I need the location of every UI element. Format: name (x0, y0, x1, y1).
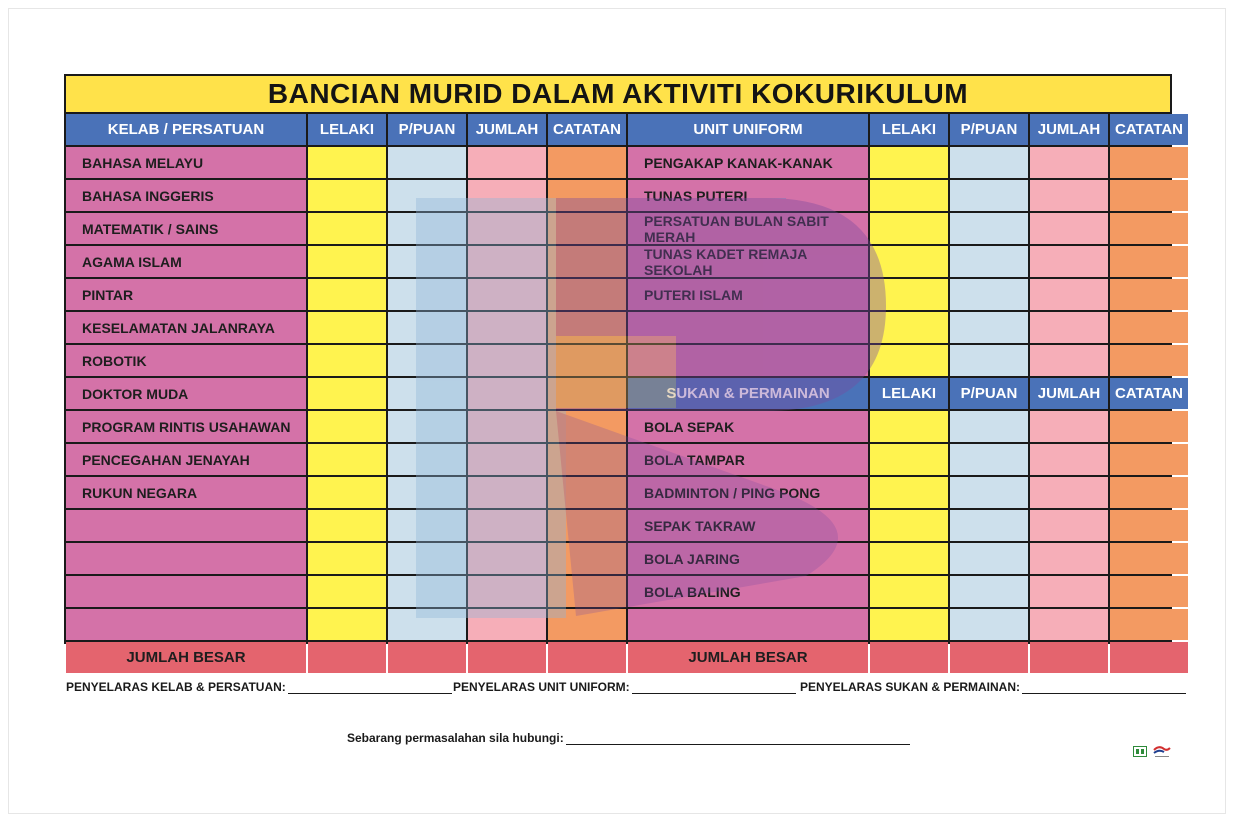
sukan-lelaki-cell[interactable] (870, 543, 948, 574)
sukan-ppuan-cell[interactable] (950, 477, 1028, 508)
sukan-lelaki-cell[interactable] (870, 510, 948, 541)
kelab-jumlah-cell[interactable] (468, 213, 546, 244)
uniform-catatan-cell[interactable] (1110, 345, 1188, 376)
kelab-lelaki-cell[interactable] (308, 477, 386, 508)
sukan-col-ppuan: P/PUAN (950, 378, 1028, 409)
grand-total-cell-left[interactable] (548, 642, 626, 673)
kelab-ppuan-cell[interactable] (388, 345, 466, 376)
uniform-item: TUNAS KADET REMAJA SEKOLAH (628, 246, 868, 277)
uniform-jumlah-cell[interactable] (1030, 147, 1108, 178)
kelab-col-jumlah: JUMLAH (468, 114, 546, 145)
kelab-lelaki-cell[interactable] (308, 279, 386, 310)
uniform-coordinator-line (453, 680, 796, 694)
kelab-item (66, 510, 306, 541)
uniform-header: UNIT UNIFORM (628, 114, 868, 145)
grand-total-cell-left[interactable] (468, 642, 546, 673)
uniform-ppuan-cell[interactable] (950, 147, 1028, 178)
kelab-item: BAHASA MELAYU (66, 147, 306, 178)
kelab-ppuan-cell[interactable] (388, 444, 466, 475)
sukan-item (628, 609, 868, 640)
kelab-jumlah-cell[interactable] (468, 312, 546, 343)
uniform-item: PUTERI ISLAM (628, 279, 868, 310)
sukan-jumlah-cell[interactable] (1030, 411, 1108, 442)
kelab-catatan-cell[interactable] (548, 180, 626, 211)
uniform-catatan-cell[interactable] (1110, 180, 1188, 211)
contact-field[interactable] (566, 732, 910, 745)
kelab-item: AGAMA ISLAM (66, 246, 306, 277)
kelab-lelaki-cell[interactable] (308, 246, 386, 277)
sukan-header: SUKAN & PERMAINAN (628, 378, 868, 409)
uniform-jumlah-cell[interactable] (1030, 345, 1108, 376)
board-title: BANCIAN MURID DALAM AKTIVITI KOKURIKULUM (66, 76, 1170, 114)
kelab-lelaki-cell[interactable] (308, 312, 386, 343)
kelab-catatan-cell[interactable] (548, 609, 626, 640)
flag-logo-icon (1153, 744, 1171, 758)
sukan-catatan-cell[interactable] (1110, 510, 1188, 541)
sukan-jumlah-cell[interactable] (1030, 576, 1108, 607)
kelab-jumlah-cell[interactable] (468, 246, 546, 277)
kelab-lelaki-cell[interactable] (308, 543, 386, 574)
sukan-lelaki-cell[interactable] (870, 444, 948, 475)
uniform-lelaki-cell[interactable] (870, 279, 948, 310)
kelab-jumlah-cell[interactable] (468, 444, 546, 475)
kelab-lelaki-cell[interactable] (308, 213, 386, 244)
kelab-ppuan-cell[interactable] (388, 543, 466, 574)
uniform-catatan-cell[interactable] (1110, 279, 1188, 310)
uniform-catatan-cell[interactable] (1110, 312, 1188, 343)
sukan-catatan-cell[interactable] (1110, 411, 1188, 442)
uniform-ppuan-cell[interactable] (950, 180, 1028, 211)
sukan-jumlah-cell[interactable] (1030, 444, 1108, 475)
uniform-lelaki-cell[interactable] (870, 213, 948, 244)
kelab-lelaki-cell[interactable] (308, 411, 386, 442)
kelab-ppuan-cell[interactable] (388, 147, 466, 178)
sukan-jumlah-cell[interactable] (1030, 609, 1108, 640)
grand-total-cell-left[interactable] (388, 642, 466, 673)
kelab-ppuan-cell[interactable] (388, 213, 466, 244)
sukan-ppuan-cell[interactable] (950, 543, 1028, 574)
kelab-lelaki-cell[interactable] (308, 510, 386, 541)
grand-total-cell-left[interactable] (308, 642, 386, 673)
grand-total-cell-right[interactable] (1110, 642, 1188, 673)
uniform-catatan-cell[interactable] (1110, 147, 1188, 178)
sukan-ppuan-cell[interactable] (950, 444, 1028, 475)
sukan-col-catatan: CATATAN (1110, 378, 1188, 409)
kelab-lelaki-cell[interactable] (308, 378, 386, 409)
kelab-jumlah-cell[interactable] (468, 147, 546, 178)
census-board (64, 74, 1184, 666)
uniform-ppuan-cell[interactable] (950, 345, 1028, 376)
uniform-lelaki-cell[interactable] (870, 180, 948, 211)
kelab-ppuan-cell[interactable] (388, 279, 466, 310)
sukan-item: BOLA JARING (628, 543, 868, 574)
contact-line (347, 731, 910, 745)
kelab-catatan-cell[interactable] (548, 378, 626, 409)
grand-total-label-left: JUMLAH BESAR (66, 642, 306, 673)
kelab-col-ppuan: P/PUAN (388, 114, 466, 145)
uniform-catatan-cell[interactable] (1110, 246, 1188, 277)
uniform-jumlah-cell[interactable] (1030, 279, 1108, 310)
sukan-lelaki-cell[interactable] (870, 477, 948, 508)
uniform-item (628, 312, 868, 343)
sukan-jumlah-cell[interactable] (1030, 543, 1108, 574)
uniform-item: PENGAKAP KANAK-KANAK (628, 147, 868, 178)
sukan-item: BOLA TAMPAR (628, 444, 868, 475)
kelab-ppuan-cell[interactable] (388, 246, 466, 277)
uniform-ppuan-cell[interactable] (950, 213, 1028, 244)
kelab-jumlah-cell[interactable] (468, 576, 546, 607)
kelab-catatan-cell[interactable] (548, 510, 626, 541)
kelab-item: ROBOTIK (66, 345, 306, 376)
sukan-catatan-cell[interactable] (1110, 609, 1188, 640)
kelab-ppuan-cell[interactable] (388, 609, 466, 640)
kelab-catatan-cell[interactable] (548, 543, 626, 574)
kelab-catatan-cell[interactable] (548, 246, 626, 277)
kelab-header: KELAB / PERSATUAN (66, 114, 306, 145)
sukan-coordinator-line (800, 680, 1186, 694)
kelab-catatan-cell[interactable] (548, 279, 626, 310)
sukan-jumlah-cell[interactable] (1030, 477, 1108, 508)
kelab-jumlah-cell[interactable] (468, 378, 546, 409)
kelab-lelaki-cell[interactable] (308, 345, 386, 376)
uniform-coordinator-field[interactable] (632, 681, 796, 694)
kelab-catatan-cell[interactable] (548, 213, 626, 244)
kelab-jumlah-cell[interactable] (468, 477, 546, 508)
kelab-catatan-cell[interactable] (548, 312, 626, 343)
kelab-ppuan-cell[interactable] (388, 378, 466, 409)
kelab-item: BAHASA INGGERIS (66, 180, 306, 211)
kelab-item (66, 609, 306, 640)
uniform-lelaki-cell[interactable] (870, 312, 948, 343)
sukan-col-lelaki: LELAKI (870, 378, 948, 409)
publisher-logo-icon (1133, 746, 1147, 757)
kelab-catatan-cell[interactable] (548, 477, 626, 508)
kelab-catatan-cell[interactable] (548, 345, 626, 376)
kelab-ppuan-cell[interactable] (388, 576, 466, 607)
sukan-lelaki-cell[interactable] (870, 576, 948, 607)
sukan-ppuan-cell[interactable] (950, 510, 1028, 541)
kelab-item: PENCEGAHAN JENAYAH (66, 444, 306, 475)
kelab-item: PROGRAM RINTIS USAHAWAN (66, 411, 306, 442)
kelab-item: PINTAR (66, 279, 306, 310)
uniform-col-jumlah: JUMLAH (1030, 114, 1108, 145)
uniform-jumlah-cell[interactable] (1030, 312, 1108, 343)
kelab-ppuan-cell[interactable] (388, 477, 466, 508)
sukan-item: BOLA SEPAK (628, 411, 868, 442)
kelab-item: KESELAMATAN JALANRAYA (66, 312, 306, 343)
kelab-item (66, 543, 306, 574)
kelab-catatan-cell[interactable] (548, 411, 626, 442)
kelab-jumlah-cell[interactable] (468, 180, 546, 211)
kelab-item: MATEMATIK / SAINS (66, 213, 306, 244)
grand-total-cell-right[interactable] (950, 642, 1028, 673)
uniform-catatan-cell[interactable] (1110, 213, 1188, 244)
kelab-ppuan-cell[interactable] (388, 411, 466, 442)
kelab-col-lelaki: LELAKI (308, 114, 386, 145)
sukan-jumlah-cell[interactable] (1030, 510, 1108, 541)
uniform-jumlah-cell[interactable] (1030, 213, 1108, 244)
kelab-lelaki-cell[interactable] (308, 180, 386, 211)
kelab-catatan-cell[interactable] (548, 576, 626, 607)
kelab-ppuan-cell[interactable] (388, 510, 466, 541)
kelab-catatan-cell[interactable] (548, 147, 626, 178)
uniform-lelaki-cell[interactable] (870, 246, 948, 277)
uniform-lelaki-cell[interactable] (870, 345, 948, 376)
kelab-item: RUKUN NEGARA (66, 477, 306, 508)
kelab-item (66, 576, 306, 607)
uniform-ppuan-cell[interactable] (950, 246, 1028, 277)
kelab-lelaki-cell[interactable] (308, 147, 386, 178)
uniform-ppuan-cell[interactable] (950, 312, 1028, 343)
publisher-logos (1133, 744, 1171, 758)
sukan-catatan-cell[interactable] (1110, 543, 1188, 574)
kelab-lelaki-cell[interactable] (308, 444, 386, 475)
kelab-item: DOKTOR MUDA (66, 378, 306, 409)
sukan-col-jumlah: JUMLAH (1030, 378, 1108, 409)
uniform-col-ppuan: P/PUAN (950, 114, 1028, 145)
kelab-jumlah-cell[interactable] (468, 543, 546, 574)
kelab-jumlah-cell[interactable] (468, 279, 546, 310)
kelab-jumlah-cell[interactable] (468, 510, 546, 541)
uniform-coordinator-label: PENYELARAS UNIT UNIFORM: (453, 680, 630, 694)
kelab-jumlah-cell[interactable] (468, 411, 546, 442)
sukan-lelaki-cell[interactable] (870, 411, 948, 442)
kelab-ppuan-cell[interactable] (388, 312, 466, 343)
sukan-ppuan-cell[interactable] (950, 576, 1028, 607)
uniform-item: PERSATUAN BULAN SABIT MERAH (628, 213, 868, 244)
kelab-lelaki-cell[interactable] (308, 576, 386, 607)
uniform-col-catatan: CATATAN (1110, 114, 1188, 145)
sukan-item: BADMINTON / PING PONG (628, 477, 868, 508)
grand-total-label-right: JUMLAH BESAR (628, 642, 868, 673)
uniform-item: TUNAS PUTERI (628, 180, 868, 211)
sukan-coordinator-label: PENYELARAS SUKAN & PERMAINAN: (800, 680, 1021, 694)
sukan-coordinator-field[interactable] (1022, 681, 1186, 694)
sukan-catatan-cell[interactable] (1110, 576, 1188, 607)
kelab-coordinator-line (66, 680, 452, 694)
uniform-ppuan-cell[interactable] (950, 279, 1028, 310)
uniform-item (628, 345, 868, 376)
uniform-col-lelaki: LELAKI (870, 114, 948, 145)
kelab-ppuan-cell[interactable] (388, 180, 466, 211)
kelab-jumlah-cell[interactable] (468, 609, 546, 640)
kelab-lelaki-cell[interactable] (308, 609, 386, 640)
sukan-item: SEPAK TAKRAW (628, 510, 868, 541)
sukan-catatan-cell[interactable] (1110, 477, 1188, 508)
census-grid (66, 114, 1184, 666)
sukan-ppuan-cell[interactable] (950, 411, 1028, 442)
uniform-jumlah-cell[interactable] (1030, 246, 1108, 277)
sukan-lelaki-cell[interactable] (870, 609, 948, 640)
kelab-catatan-cell[interactable] (548, 444, 626, 475)
kelab-coordinator-label: PENYELARAS KELAB & PERSATUAN: (66, 680, 286, 694)
kelab-col-catatan: CATATAN (548, 114, 626, 145)
contact-label: Sebarang permasalahan sila hubungi: (347, 731, 564, 745)
kelab-coordinator-field[interactable] (288, 681, 452, 694)
uniform-jumlah-cell[interactable] (1030, 180, 1108, 211)
uniform-lelaki-cell[interactable] (870, 147, 948, 178)
grand-total-cell-right[interactable] (870, 642, 948, 673)
sukan-catatan-cell[interactable] (1110, 444, 1188, 475)
grand-total-cell-right[interactable] (1030, 642, 1108, 673)
sukan-ppuan-cell[interactable] (950, 609, 1028, 640)
sukan-item: BOLA BALING (628, 576, 868, 607)
kelab-jumlah-cell[interactable] (468, 345, 546, 376)
